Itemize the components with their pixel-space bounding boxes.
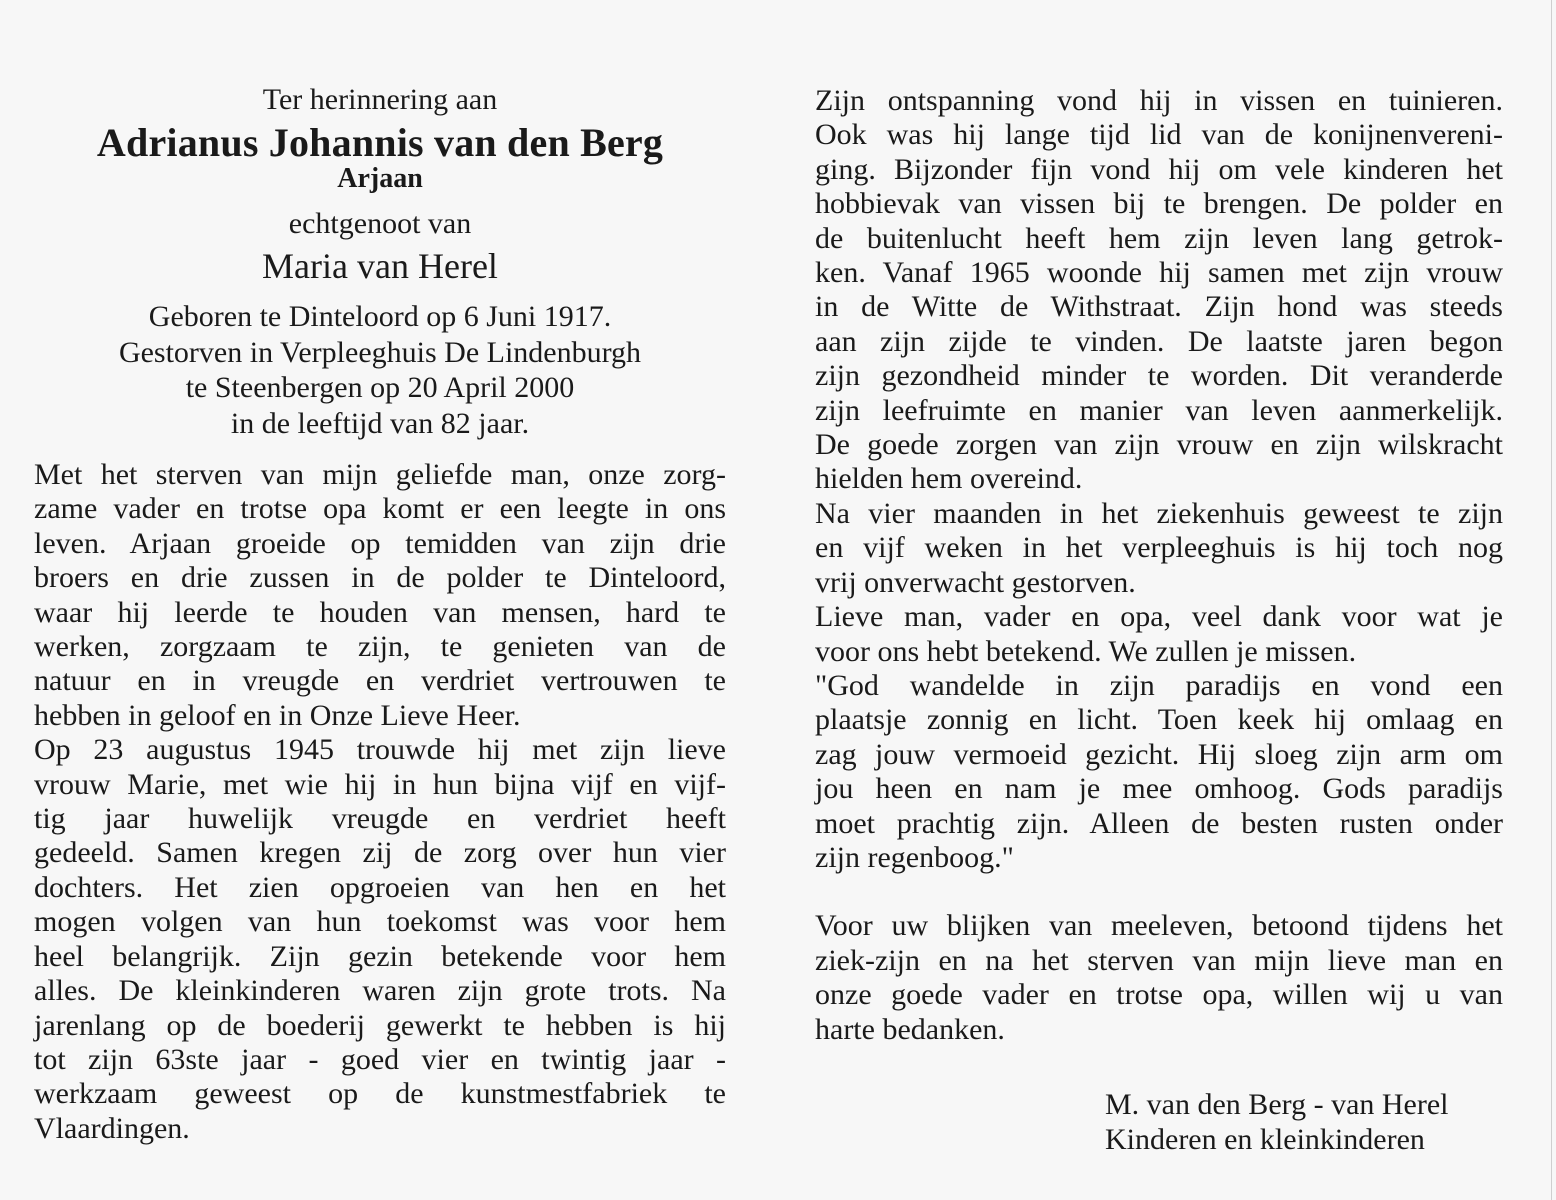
text-line: vrouw Marie, met wie hij in hun bijna vijf en vijf- bbox=[34, 767, 726, 801]
text-line: aan zijn zijde te vinden. De laatste jaren begon bbox=[815, 324, 1503, 358]
signature-block bbox=[1105, 1087, 1449, 1157]
text-line: jou heen en nam je mee omhoog. Gods paradijs bbox=[815, 772, 1503, 806]
text-line: plaatsje zonnig en licht. Toen keek hij omlaag en bbox=[815, 703, 1503, 737]
text-line: natuur en in vreugde en verdriet vertrouwen te bbox=[34, 664, 726, 698]
left-column bbox=[34, 80, 726, 1146]
text-line: Zijn ontspanning vond hij in vissen en tuinieren. bbox=[815, 84, 1503, 117]
text-line: tig jaar huwelijk vreugde en verdriet heeft bbox=[34, 802, 726, 836]
text-line: zame vader en trotse opa komt er een leegte in ons bbox=[34, 492, 726, 526]
text-line: vrij onverwacht gestorven. bbox=[815, 565, 1136, 599]
text-line: hobbievak van vissen bij te brengen. De polder en bbox=[815, 187, 1503, 221]
text-line: en vijf weken in het verpleeghuis is hij toch nog bbox=[815, 531, 1503, 565]
final-weeks-paragraph bbox=[815, 497, 1503, 600]
text-line: mogen volgen van hun toekomst was voor hem bbox=[34, 905, 726, 939]
text-line: ging. Bijzonder fijn vond hij om vele kinderen het bbox=[815, 152, 1503, 186]
text-line: broers en drie zussen in de polder te Dinteloord, bbox=[34, 561, 726, 595]
text-line: harte bedanken. bbox=[815, 1012, 1005, 1046]
right-column bbox=[815, 84, 1503, 1047]
text-line: heel belangrijk. Zijn gezin betekende voor hem bbox=[34, 939, 726, 973]
signature-children: Kinderen en kleinkinderen bbox=[1105, 1123, 1425, 1156]
biography-paragraph-1 bbox=[34, 458, 726, 733]
text-line: waar hij leerde te houden van mensen, hard te bbox=[34, 595, 726, 629]
age-line: in de leeftijd van 82 jaar. bbox=[230, 406, 530, 440]
text-line: moet prachtig zijn. Alleen de besten rusten onder bbox=[815, 806, 1503, 840]
birth-line: Geboren te Dinteloord op 6 Juni 1917. bbox=[148, 300, 612, 333]
text-line: hielden hem overeind. bbox=[815, 462, 1083, 496]
deceased-name: Adrianus Johannis van den Berg bbox=[96, 120, 664, 165]
text-line: Met het sterven van mijn geliefde man, onze zorg- bbox=[34, 458, 726, 491]
text-line: dochters. Het zien opgroeien van hen en het bbox=[34, 870, 726, 904]
hobbies-paragraph bbox=[815, 84, 1503, 497]
text-line: zijn leefruimte en manier van leven aanmerkelijk. bbox=[815, 393, 1503, 427]
text-line: Vlaardingen. bbox=[34, 1111, 190, 1145]
text-line: Op 23 augustus 1945 trouwde hij met zijn lieve bbox=[34, 733, 726, 767]
farewell-paragraph bbox=[815, 600, 1503, 669]
text-line: alles. De kleinkinderen waren zijn grote trots. Na bbox=[34, 974, 726, 1008]
spouse-intro-text: echtgenoot van bbox=[288, 207, 472, 240]
text-line: jarenlang op de boederij gewerkt te hebben is hij bbox=[34, 1008, 726, 1042]
deceased-nickname: Arjaan bbox=[337, 163, 423, 194]
text-line: werken, zorgzaam te zijn, te genieten van de bbox=[34, 630, 726, 664]
text-line: onze goede vader en trotse opa, willen wij u van bbox=[815, 978, 1503, 1012]
poem bbox=[815, 669, 1503, 875]
text-line: ziek-zijn en na het sterven van mijn lieve man en bbox=[815, 943, 1503, 977]
text-line: in de Witte de Withstraat. Zijn hond was steeds bbox=[815, 290, 1503, 324]
text-line: De goede zorgen van zijn vrouw en zijn wilskracht bbox=[815, 428, 1503, 462]
text-line: zijn gezondheid minder te worden. Dit veranderde bbox=[815, 359, 1503, 393]
intro-text: Ter herinnering aan bbox=[262, 83, 498, 116]
text-line: "God wandelde in zijn paradijs en vond een bbox=[815, 668, 1503, 702]
text-line: hebben in geloof en in Onze Lieve Heer. bbox=[34, 698, 521, 732]
thanks-paragraph bbox=[815, 909, 1503, 1047]
card-header bbox=[34, 82, 726, 441]
death-line: Gestorven in Verpleeghuis De Lindenburgh bbox=[118, 335, 642, 369]
text-line: werkzaam geweest op de kunstmestfabriek te bbox=[34, 1077, 726, 1111]
text-line: Na vier maanden in het ziekenhuis geweest te zijn bbox=[815, 496, 1503, 530]
signature-family-name: M. van den Berg - van Herel bbox=[1105, 1088, 1449, 1121]
biography-paragraph-2 bbox=[34, 733, 726, 1146]
text-line: leven. Arjaan groeide op temidden van zijn drie bbox=[34, 526, 726, 560]
text-line: tot zijn 63ste jaar - goed vier en twintig jaar - bbox=[34, 1042, 726, 1076]
text-line: Lieve man, vader en opa, veel dank voor wat je bbox=[815, 600, 1503, 634]
text-line: zijn regenboog." bbox=[815, 840, 1014, 874]
text-line: de buitenlucht heeft hem zijn leven lang getrok- bbox=[815, 221, 1503, 255]
text-line: gedeeld. Samen kregen zij de zorg over hun vier bbox=[34, 836, 726, 870]
text-line: zag jouw vermoeid gezicht. Hij sloeg zijn arm om bbox=[815, 737, 1503, 771]
card-edge bbox=[1551, 0, 1552, 1200]
life-dates bbox=[34, 299, 726, 441]
text-line: Voor uw blijken van meeleven, betoond tijdens het bbox=[815, 909, 1503, 943]
text-line: Ook was hij lange tijd lid van de konijnenvereni- bbox=[815, 118, 1503, 152]
paragraph-gap bbox=[815, 875, 1503, 909]
spouse-name: Maria van Herel bbox=[262, 246, 498, 286]
text-line: ken. Vanaf 1965 woonde hij samen met zijn vrouw bbox=[815, 256, 1503, 290]
text-line: voor ons hebt betekend. We zullen je missen. bbox=[815, 634, 1357, 668]
death-place-line: te Steenbergen op 20 April 2000 bbox=[185, 371, 575, 404]
